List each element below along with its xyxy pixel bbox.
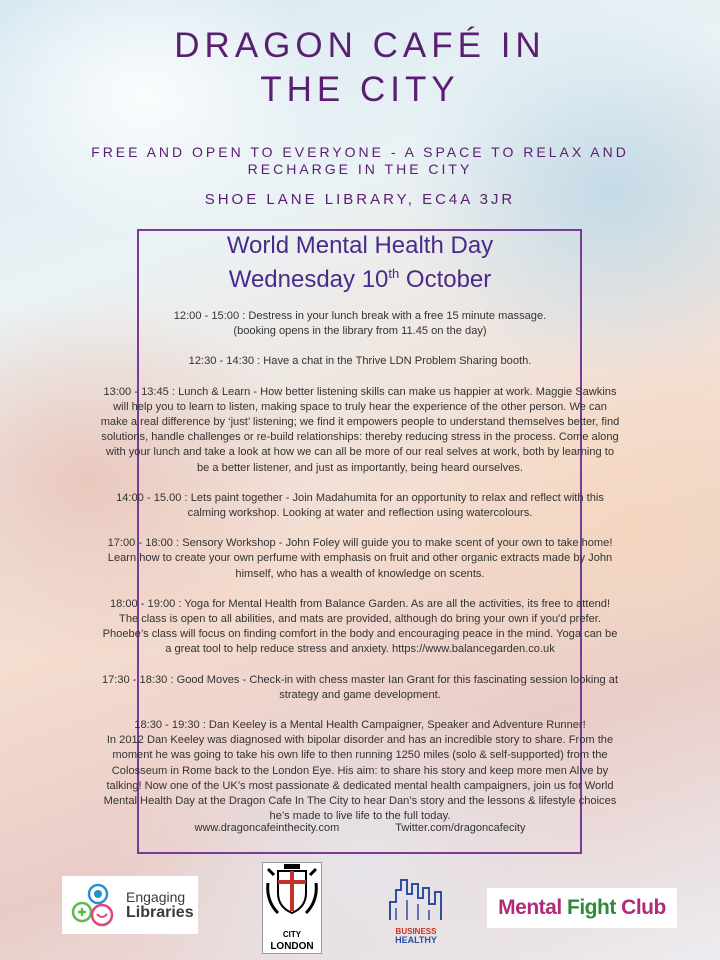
event-date-sup: th	[388, 266, 400, 281]
london-text: LONDON	[270, 941, 314, 952]
sponsor-logos	[0, 860, 720, 960]
schedule-item: 18:00 - 19:00 : Yoga for Mental Health from Balance Garden. As are all the activities, its free to attend! The class is open to all abilities, and mats are provided, although do bring your own if you'd prefer. Phoebe’s class will focus on finding comfort in the body and encouraging peace in the mind. Yoga can be a great tool to help reduce stress and anxiety. https://www.balancegarden.co.uk	[102, 597, 618, 656]
event-heading	[0, 232, 720, 294]
schedule-item: 12:00 - 15:00 : Destress in your lunch break with a free 15 minute massage. (booking opens in the library from 11.45 on the day)	[173, 310, 547, 338]
event-heading-line-2	[0, 260, 720, 294]
healthy-text: HEALTHY	[395, 935, 437, 945]
mfc-part-1: Mental	[498, 896, 568, 919]
subtitle: FREE AND OPEN TO EVERYONE - A SPACE TO RELAX AND RECHARGE IN THE CITY	[91, 144, 629, 177]
engaging-libraries-line-1: Engaging	[126, 889, 186, 905]
engaging-libraries-text	[126, 889, 194, 921]
event-heading-line-1: World Mental Health Day	[226, 232, 494, 259]
city-of-london-logo	[262, 862, 322, 954]
schedule-item: 17:00 - 18:00 : Sensory Workshop - John Foley will guide you to make scent of your own to take home! Learn how to create your own perfume with emphasis on fruit and other organic extracts made by John himself, who has a wealth of knowledge on scents.	[107, 537, 613, 580]
website-link[interactable]: www.dragoncafeinthecity.com	[194, 822, 340, 834]
poster-title	[0, 24, 720, 112]
title-line-2: THE CITY	[260, 70, 460, 109]
schedule	[100, 309, 620, 839]
mfc-part-2: Fight	[567, 896, 616, 919]
schedule-item: 13:00 - 13:45 : Lunch & Learn - How better listening skills can make us happier at work. Maggie Sawkins will help you to learn to listen, making space to truly hear the experience of the other person. We can make a real difference by ‘just’ listening; we find it empowers people to understand themselves better, find solutions, handle challenges or re-build relationships: thereby reducing stress in the process. Come along with your lunch and take a look at how we can all be more of our real selves at work, both by learning to be a better listener, and just as importantly, being heard ourselves.	[100, 385, 620, 474]
title-line-1: DRAGON CAFÉ IN	[174, 26, 546, 65]
engaging-libraries-logo	[62, 876, 198, 934]
schedule-item: 12:30 - 14:30 : Have a chat in the Thrive LDN Problem Sharing booth.	[188, 355, 532, 368]
event-date-pre: Wednesday 10	[228, 266, 389, 293]
business-text: BUSINESS	[395, 927, 437, 936]
city-of-london-crest-icon	[264, 863, 320, 923]
event-date-post: October	[399, 266, 492, 293]
footer-links	[100, 822, 620, 834]
engaging-libraries-line-2: Libraries	[126, 904, 194, 921]
schedule-item: 14:00 - 15.00 : Lets paint together - Join Madahumita for an opportunity to relax and reflect with this calming workshop. Looking at water and reflection using watercolours.	[116, 491, 604, 520]
schedule-item: 17:30 - 18:30 : Good Moves - Check-in with chess master Ian Grant for this fascinating session looking at strategy and game development.	[101, 673, 619, 701]
city-skyline-icon	[386, 874, 446, 922]
city-text: CITY	[282, 930, 302, 939]
venue-address: SHOE LANE LIBRARY, EC4A 3JR	[204, 191, 516, 208]
mental-fight-club-logo	[487, 888, 677, 928]
mfc-part-3: Club	[615, 896, 666, 919]
business-healthy-logo	[386, 874, 446, 944]
speech-bubbles-icon	[70, 882, 120, 928]
twitter-link[interactable]: Twitter.com/dragoncafecity	[395, 822, 526, 834]
schedule-item: 18:30 - 19:30 : Dan Keeley is a Mental Health Campaigner, Speaker and Adventure Runner! In 2012 Dan Keeley was diagnosed with bipolar disorder and has an incredible story to share. From the moment he was going to take his own life to then running 1250 miles (solo & self-supported) from the Colosseum in Rome back to the London Eye. His aim: to share his story and keep more men Alive by talking! Now one of the UK’s most passionate & dedicated mental health campaigners, join us for World Mental Health Day at the Dragon Cafe In The City to hear Dan’s story and the lessons & lifestyle choices he’s made to live life to the full today.	[103, 719, 617, 823]
